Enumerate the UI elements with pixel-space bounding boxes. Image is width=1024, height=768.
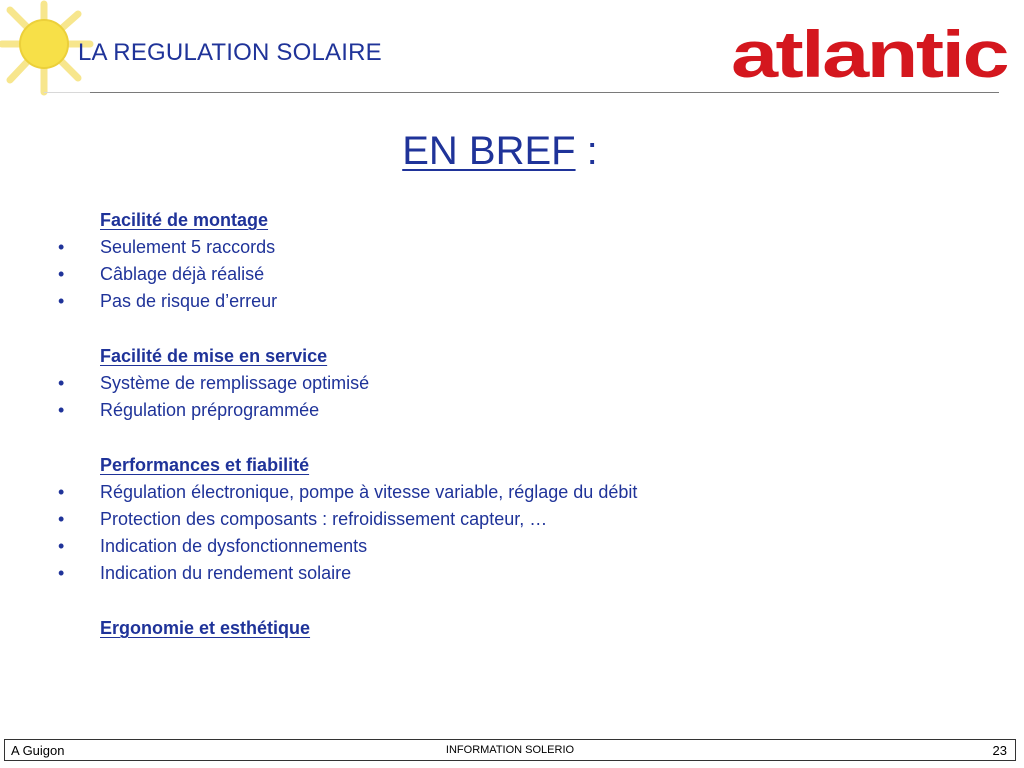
bullet-marker: • <box>58 264 65 284</box>
bullet-text: Seulement 5 raccords <box>100 237 276 257</box>
bullet-marker: • <box>58 400 65 420</box>
bullet-item <box>56 261 956 288</box>
svg-text:atlantic: atlantic <box>731 22 1008 86</box>
slide-content <box>56 207 956 642</box>
bullet-item <box>56 506 956 533</box>
bullet-item <box>56 397 956 424</box>
bullet-item <box>56 533 956 560</box>
bullet-marker: • <box>58 237 65 257</box>
slide-title-text: EN BREF <box>402 129 576 173</box>
bullet-marker: • <box>58 482 65 502</box>
bullet-item <box>56 560 956 587</box>
bullet-text: Régulation électronique, pompe à vitesse variable, réglage du débit <box>100 482 638 502</box>
footer <box>4 739 1016 761</box>
bullet-item <box>56 479 956 506</box>
bullet-marker: • <box>58 563 65 583</box>
section-heading: Facilité de mise en service <box>100 346 328 366</box>
bullet-text: Pas de risque d’erreur <box>100 291 278 311</box>
bullet-item <box>56 234 956 261</box>
bullet-item <box>56 370 956 397</box>
section-spacer <box>56 587 956 615</box>
section-heading: Performances et fiabilité <box>100 455 310 475</box>
page-number: 23 <box>992 743 1007 758</box>
section-heading: Facilité de montage <box>100 210 269 230</box>
bullet-marker: • <box>58 536 65 556</box>
bullet-text: Protection des composants : refroidissement capteur, … <box>100 509 548 529</box>
header-title: LA REGULATION SOLAIRE <box>78 39 382 66</box>
bullet-marker: • <box>58 291 65 311</box>
section-spacer <box>56 424 956 452</box>
footer-author: A Guigon <box>11 743 65 758</box>
header-divider <box>44 92 999 93</box>
section-spacer <box>56 315 956 343</box>
bullet-text: Câblage déjà réalisé <box>100 264 265 284</box>
header-divider-accent <box>44 92 90 93</box>
atlantic-logo <box>728 22 1010 86</box>
slide-title <box>0 129 1000 174</box>
bullet-text: Système de remplissage optimisé <box>100 373 370 393</box>
bullet-marker: • <box>58 509 65 529</box>
bullet-text: Indication de dysfonctionnements <box>100 536 368 556</box>
section-heading: Ergonomie et esthétique <box>100 618 311 638</box>
bullet-text: Régulation préprogrammée <box>100 400 320 420</box>
slide-title-suffix: : <box>575 129 598 173</box>
bullet-item <box>56 288 956 315</box>
footer-center-text: INFORMATION SOLERIO <box>445 744 575 756</box>
bullet-text: Indication du rendement solaire <box>100 563 352 583</box>
bullet-marker: • <box>58 373 65 393</box>
